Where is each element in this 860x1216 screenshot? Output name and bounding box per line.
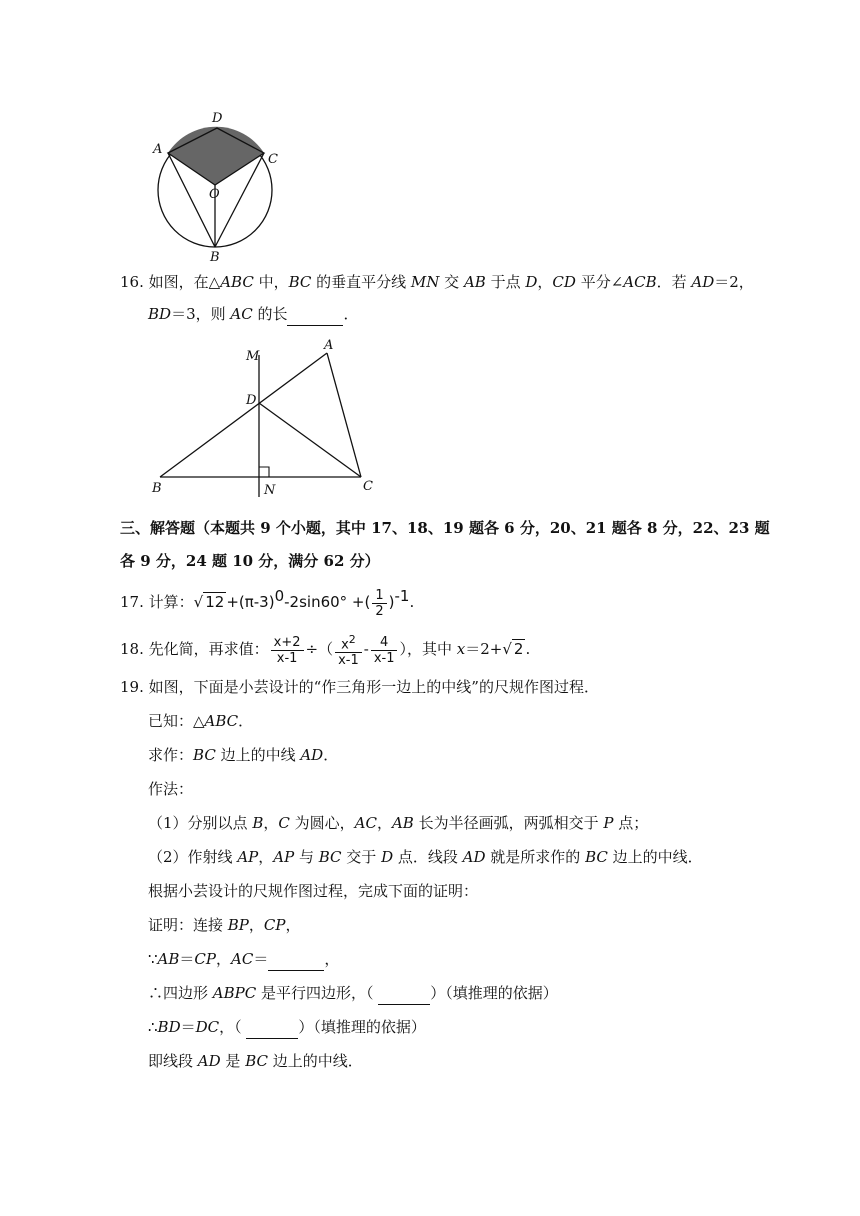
q19-conclude: 即线段 AD 是 BC 边上的中线． [148,1052,363,1070]
q19-step1: （1）分别以点 B，C 为圆心，AC，AB 长为半径画弧，两弧相交于 P 点； [148,814,649,832]
label-N: N [264,483,276,498]
answer-blank-16[interactable] [287,303,343,326]
label-D: D [212,111,223,126]
q19-complete: 根据小芸设计的尺规作图过程，完成下面的证明： [148,882,479,900]
q19-step2: （2）作射线 AP，AP 与 BC 交于 D 点．线段 AD 就是所求作的 BC 边上的中线． [148,848,703,866]
label-B: B [210,250,220,265]
q19-since: ∵AB＝CP，AC＝ ， [148,948,339,971]
label-D: D [246,393,257,408]
label-A: A [324,338,334,353]
q16-line1: 16. 如图，在△ABC 中，BC 的垂直平分线 MN 交 AB 于点 D，CD 平分∠ACB．若 AD＝2， [120,273,754,291]
q19-known: 已知：△ABC． [148,712,254,730]
section-3-heading-line2: 各 9 分，24 题 10 分，满分 62 分） [120,552,380,570]
q19-proof: 证明：连接 BP，CP， [148,916,301,934]
right-angle-mark [259,467,269,477]
q19-therefore1: ∴四边形 ABPC 是平行四边形，（ ）（填推理的依据） [148,982,558,1005]
figure-16-triangle [145,335,385,505]
shaded-rhombus [168,128,264,185]
answer-blank-19a[interactable] [268,948,324,971]
q19-method: 作法： [148,780,194,798]
label-B: B [152,481,162,496]
section-3-heading-line1: 三、解答题（本题共 9 个小题，其中 17、18、19 题各 6 分，20、21 题各 8 分，22、23 题 [120,519,770,537]
q16-line2: BD＝3，则 AC 的长 ． [148,303,358,326]
q18: 18. 先化简，再求值： $\frac{x+2}{x-1}$ ÷（ $\frac{x^2}{x-1}$ - $\frac{4}{x-1}$ ），其中 x＝2+√ 2 . [120,633,531,669]
sqrt-2: √ 2 [502,640,524,659]
fraction-x-plus-2: $\frac{x+2}{x-1}$ [271,635,304,666]
fraction-1-2: $\frac{1}{2}$ [372,588,386,619]
label-C: C [268,152,278,167]
figure-15-circle [145,105,295,265]
q17: 17. 计算：√ $12 +(\pi-3)^0-2\sin 60^\circ$ +( $\frac{1}{2}$ )$^{-1}$. [120,587,415,619]
q19-therefore2: ∴BD＝DC，（ ）（填推理的依据） [148,1016,426,1039]
label-C: C [363,479,373,494]
q19-line1: 19. 如图，下面是小芸设计的“作三角形一边上的中线”的尺规作图过程． [120,678,599,696]
label-A: A [153,142,163,157]
label-O: O [209,187,220,202]
label-M: M [246,349,260,364]
q19-seek: 求作：BC 边上的中线 AD． [148,746,339,764]
sqrt-12: √ 12 [193,593,225,611]
fraction-4: $\frac{4}{x-1}$ [371,635,398,666]
answer-blank-19b[interactable] [378,982,430,1005]
answer-blank-19c[interactable] [246,1016,298,1039]
fraction-x-squared: $\frac{x^2}{x-1}$ [335,632,362,668]
